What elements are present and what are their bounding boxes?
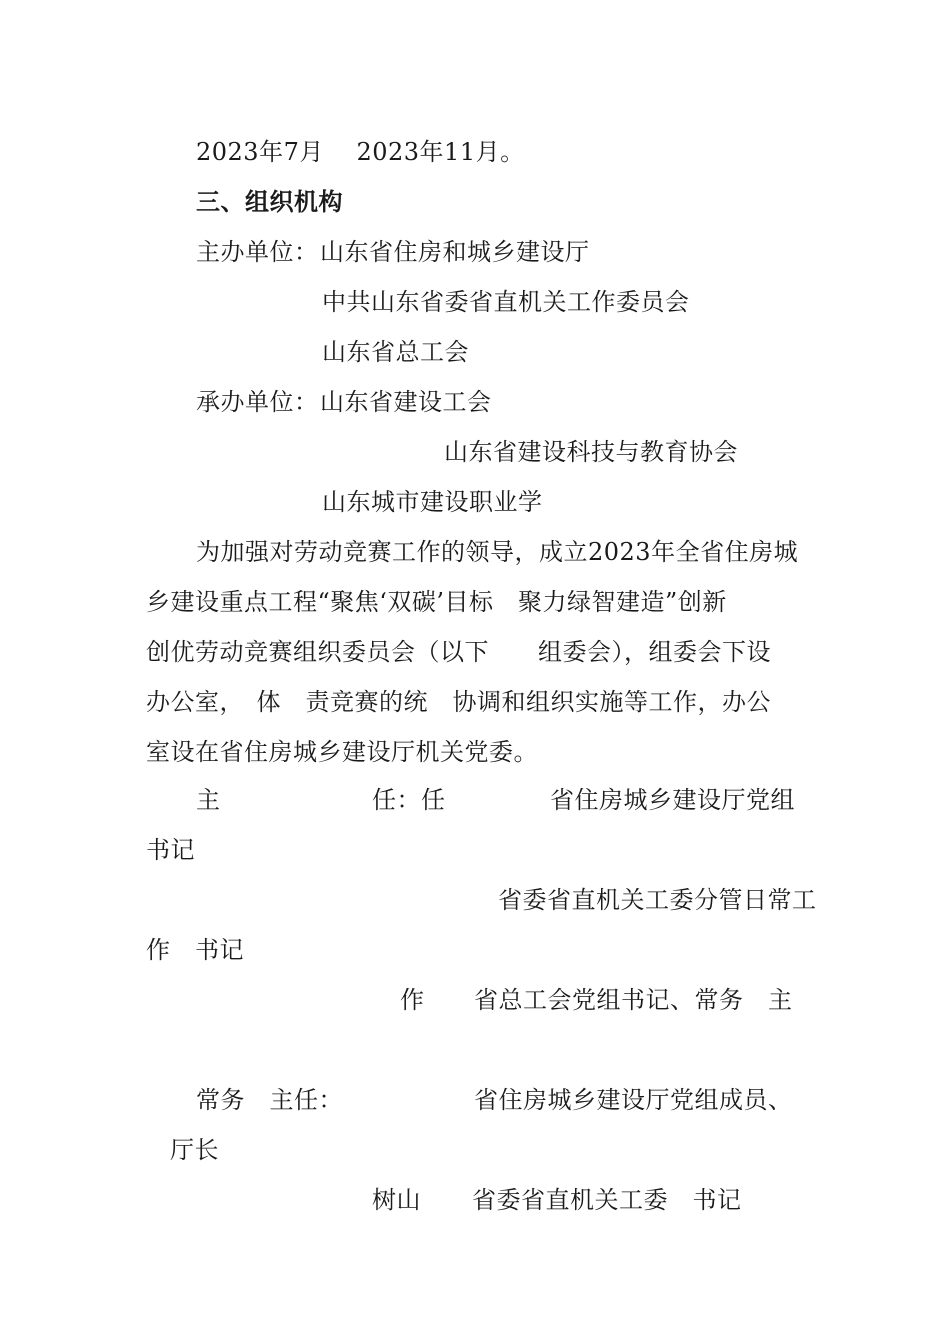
- organizer-2: 中共山东省委省直机关工作委员会: [322, 288, 690, 316]
- exec-director-label: 常务 主任：: [196, 1086, 343, 1114]
- period-line: 2023年7月 2023年11月。: [196, 138, 525, 166]
- member3-name: 作: [400, 986, 425, 1014]
- exec-director-role-cont: 厅长: [170, 1136, 219, 1164]
- member5-role: 省委省直机关工委 书记: [472, 1186, 742, 1214]
- intro-line-2: 乡建设重点工程“聚焦‘双碳’目标 聚力绿智建造”创新: [146, 588, 727, 616]
- organizer-3: 山东省总工会: [322, 338, 469, 366]
- intro-line-1: 为加强对劳动竞赛工作的领导，成立2023年全省住房城: [196, 538, 799, 566]
- undertaker-3: 山东城市建设职业学: [322, 488, 543, 516]
- director-label-a: 主: [196, 786, 221, 814]
- exec-director-role: 省住房城乡建设厅党组成员、: [474, 1086, 793, 1114]
- director-label-b: 任：任: [372, 786, 446, 814]
- undertakers-label: 承办单位：: [196, 388, 319, 416]
- member2-role: 省委省直机关工委分管日常工: [498, 886, 817, 914]
- intro-line-3: 创优劳动竞赛组织委员会（以下 组委会），组委会下设: [146, 638, 771, 666]
- member3-role: 省总工会党组书记、常务 主: [474, 986, 793, 1014]
- organizers-label: 主办单位：: [196, 238, 319, 266]
- intro-line-5: 室设在省住房城乡建设厅机关党委。: [146, 738, 538, 766]
- director-role: 省住房城乡建设厅党组: [550, 786, 795, 814]
- director-role-cont: 书记: [146, 836, 195, 864]
- undertaker-1: 山东省建设工会: [320, 388, 492, 416]
- member2-role-cont: 作 书记: [146, 936, 244, 964]
- member5-name: 树山: [372, 1186, 421, 1214]
- intro-line-4: 办公室， 体 责竞赛的统 协调和组织实施等工作，办公: [146, 688, 771, 716]
- organizer-1: 山东省住房和城乡建设厅: [320, 238, 590, 266]
- section-heading: 三、组织机构: [196, 188, 343, 216]
- undertaker-2: 山东省建设科技与教育协会: [444, 438, 738, 466]
